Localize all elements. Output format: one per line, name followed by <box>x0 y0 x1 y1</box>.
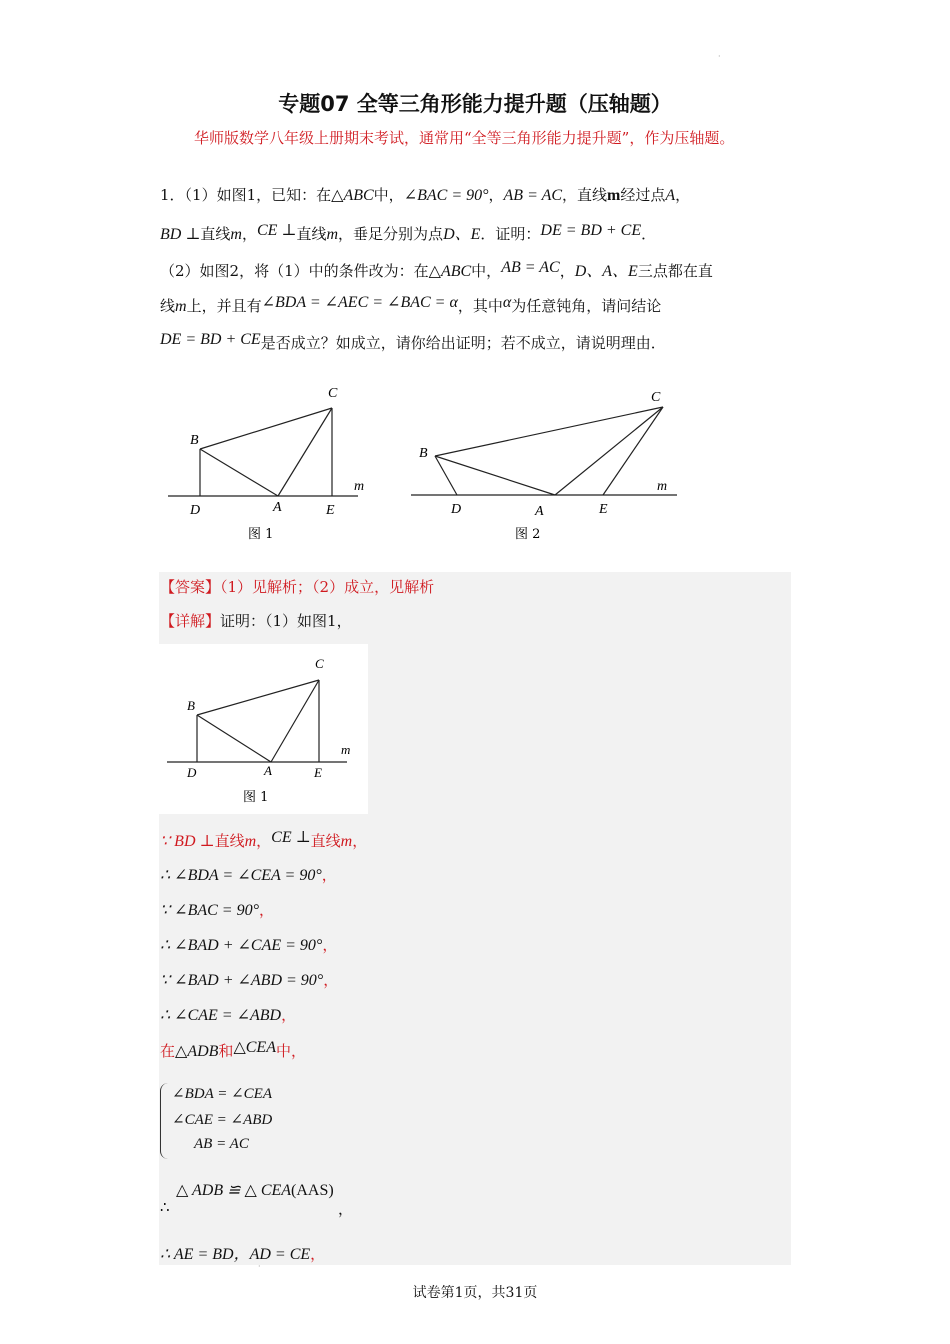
label-e: E <box>326 503 335 518</box>
label-c: C <box>651 390 661 405</box>
intro-paragraph: 华师版数学八年级上册期末考试，通常用“全等三角形能力提升题”，作为压轴题。 <box>194 129 735 147</box>
segment-bc <box>197 680 319 715</box>
label-a: A <box>535 504 544 519</box>
step-5: ∵ ∠BAD + ∠ABD = 90°， <box>160 971 339 989</box>
segment-ba <box>197 715 271 762</box>
page-footer: 试卷第1页，共31页 <box>412 1285 538 1301</box>
bottom-mark: · <box>258 1262 261 1271</box>
condition-2: ∠CAE = ∠ABD <box>172 1112 273 1128</box>
step-4: ∴ ∠BAD + ∠CAE = 90°， <box>160 936 338 954</box>
label-c: C <box>328 386 338 401</box>
answer-line: 【答案】（1）见解析；（2）成立，见解析 <box>160 578 435 596</box>
segment-ce <box>603 407 663 495</box>
detail-line: 【详解】证明：（1）如图1， <box>160 612 352 630</box>
question-line-3: （2）如图2，将（1）中的条件改为：在△ABC中，AB = AC，D、A、E三点都在直 <box>160 259 713 280</box>
label-b: B <box>419 446 428 461</box>
segment-bc <box>435 407 663 456</box>
label-m: m <box>341 742 351 757</box>
segment-bc <box>200 408 332 449</box>
question-line-4: 线m上，并且有∠BDA = ∠AEC = ∠BAC = α，其中α为任意钝角，请问结论 <box>160 294 662 315</box>
label-c: C <box>315 656 324 671</box>
step-3: ∵ ∠BAC = 90°， <box>160 901 275 919</box>
segment-ac <box>278 408 332 496</box>
question-line-5: DE = BD + CE是否成立？如成立，请你给出证明；若不成立，请说明理由． <box>160 331 666 352</box>
condition-1: ∠BDA = ∠CEA <box>172 1086 272 1102</box>
step-7: 在△ADB和△CEA中， <box>160 1039 306 1060</box>
step-8-comma: ， <box>338 1200 354 1218</box>
step-1: ∵ BD ⊥直线m，CE ⊥直线m， <box>160 829 368 850</box>
segment-ba <box>200 449 278 496</box>
label-e: E <box>314 765 322 780</box>
label-d: D <box>190 503 201 518</box>
label-e: E <box>599 502 608 517</box>
figure-1 <box>160 378 380 548</box>
label-b: B <box>190 433 199 448</box>
figure-2-caption: 图 2 <box>515 527 541 542</box>
step-8-congruence: △ ADB ≌ △ CEA(AAS) <box>176 1182 334 1199</box>
figure-1-caption: 图 1 <box>243 790 269 805</box>
label-m: m <box>657 479 668 494</box>
solution-figure-1 <box>159 644 368 814</box>
step-9: ∴ AE = BD，AD = CE， <box>160 1245 326 1263</box>
label-a: A <box>273 500 282 515</box>
label-a: A <box>264 763 272 778</box>
label-d: D <box>187 765 197 780</box>
step-2: ∴ ∠BDA = ∠CEA = 90°， <box>160 866 337 884</box>
page-title: 专题07 全等三角形能力提升题（压轴题） <box>278 92 672 116</box>
label-d: D <box>451 502 462 517</box>
label-m: m <box>354 479 365 494</box>
step-8-therefore: ∴ <box>160 1198 170 1216</box>
corner-mark: · <box>718 52 721 61</box>
segment-ac <box>555 407 663 495</box>
figure-1-caption: 图 1 <box>248 527 274 542</box>
figure-2 <box>405 378 695 548</box>
segment-ba <box>435 456 555 495</box>
label-b: B <box>187 698 195 713</box>
condition-3: AB = AC <box>194 1136 249 1152</box>
step-6: ∴ ∠CAE = ∠ABD， <box>160 1006 297 1024</box>
question-line-1: 1．（1）如图1，已知：在△ABC中，∠BAC = 90°，AB = AC，直线m经过点A， <box>160 186 691 204</box>
question-line-2: BD ⊥直线m，CE ⊥直线m，垂足分别为点D、E．证明：DE = BD + CE． <box>160 222 657 243</box>
